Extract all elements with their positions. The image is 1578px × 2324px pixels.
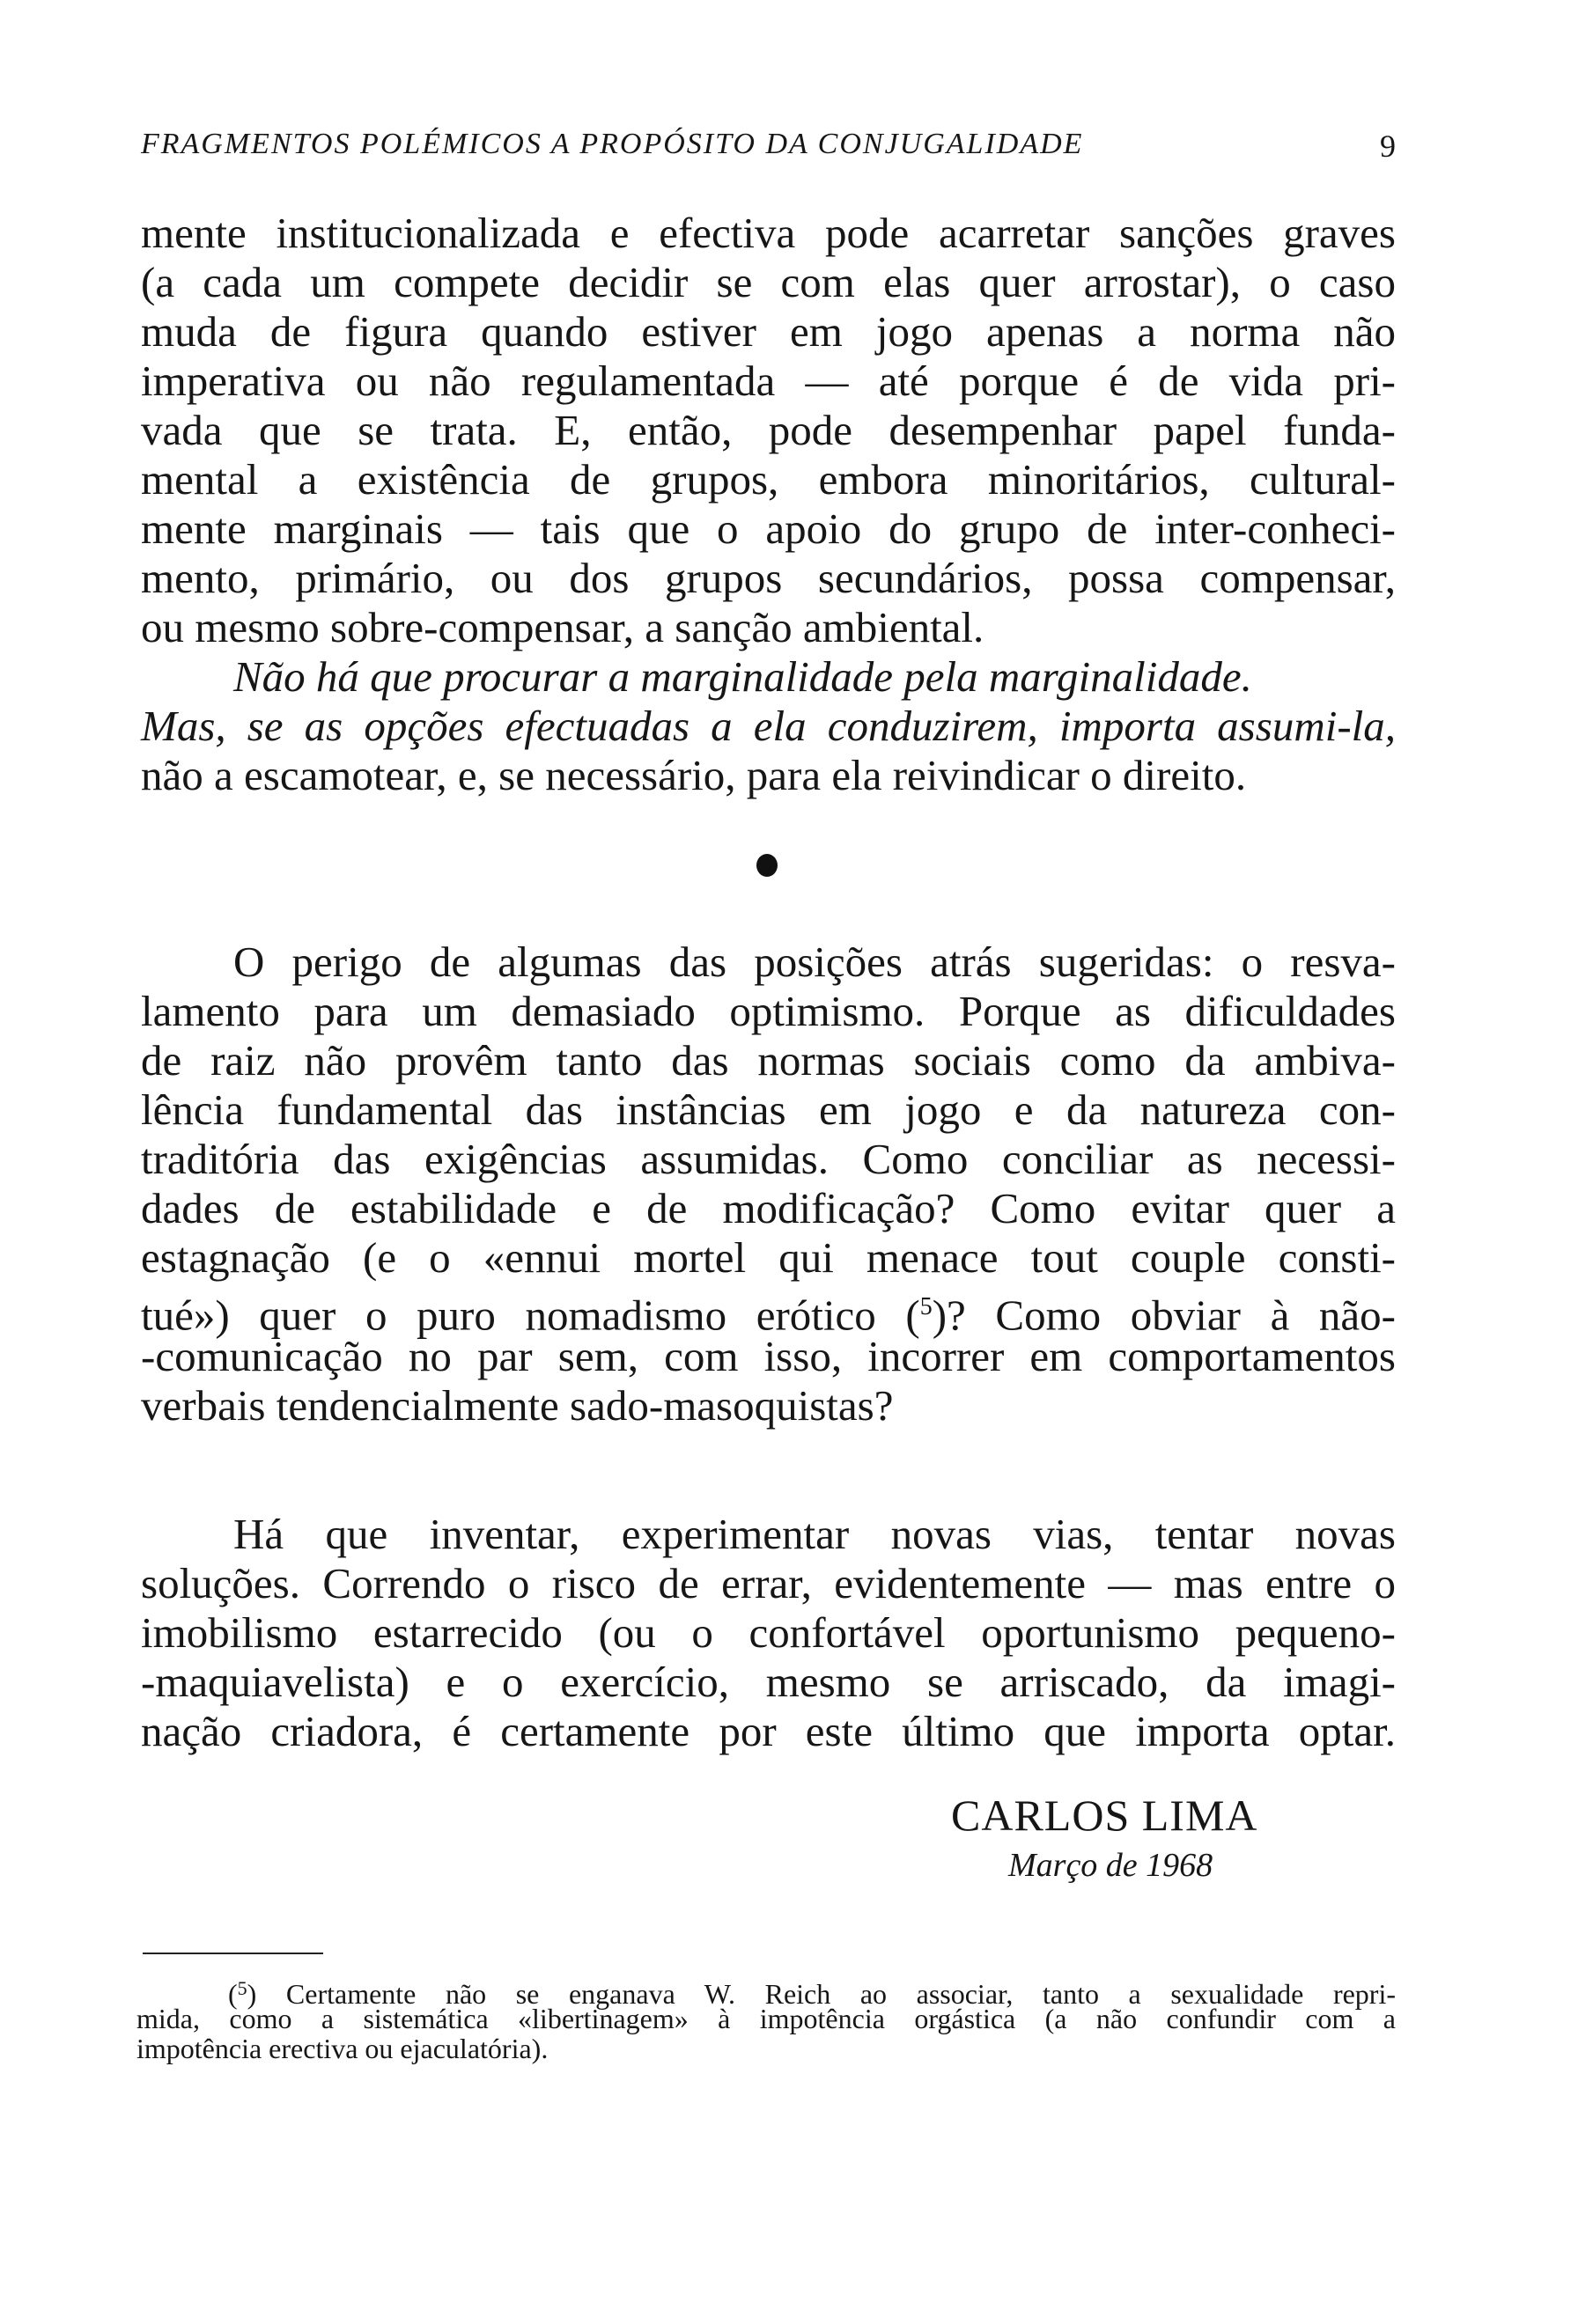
text-line: -maquiavelista) e o exercício, mesmo se arriscado, da imagi- (141, 1658, 1396, 1706)
text-line: verbais tendencialmente sado-masoquistas? (141, 1381, 894, 1430)
running-title: FRAGMENTOS POLÉMICOS A PROPÓSITO DA CONJUGALIDADE (141, 128, 1084, 160)
text-line: Há que inventar, experimentar novas vias, tentar novas (233, 1510, 1396, 1558)
text-segment: tué») quer o puro nomadismo erótico ( (141, 1291, 920, 1340)
running-head (141, 128, 1396, 172)
page-number: 9 (1380, 129, 1396, 164)
text-line: lamento para um demasiado optimismo. Porque as dificuldades (141, 987, 1396, 1035)
italic-line: Mas, se as opções efectuadas a ela conduzirem, importa assumi-la, (141, 702, 1396, 750)
text-line: vada que se trata. E, então, pode desempenhar papel funda- (141, 406, 1396, 454)
footnote-text: Certamente não se enganava W. Reich ao associar, tanto a sexualidade repri- (285, 1978, 1397, 2010)
text-line: imobilismo estarrecido (ou o confortável oportunismo pequeno- (141, 1608, 1396, 1657)
paragraph-4 (141, 1510, 1396, 1756)
section-bullet (756, 854, 778, 877)
text-line: estagnação (e o «ennui mortel qui menace tout couple consti- (141, 1233, 1396, 1282)
text-line: -comunicação no par sem, com isso, incorrer em comportamentos (141, 1332, 1396, 1380)
text-line: mente institucionalizada e efectiva pode acarretar sanções graves (141, 209, 1396, 257)
text-line: soluções. Correndo o risco de errar, evidentemente — mas entre o (141, 1559, 1396, 1607)
text-line: mental a existência de grupos, embora minoritários, cultural- (141, 455, 1396, 504)
paragraph-1 (141, 209, 1396, 652)
footnote-reference: 5 (919, 1293, 933, 1320)
text-line: dades de estabilidade e de modificação? Como evitar quer a (141, 1184, 1396, 1232)
footnote-line (136, 1974, 1397, 2010)
text-line: (a cada um compete decidir se com elas quer arrostar), o caso (141, 258, 1396, 306)
signature-date: Março de 1968 (1008, 1847, 1213, 1884)
text-segment: )? Como obviar à não- (932, 1291, 1396, 1340)
text-line: ou mesmo sobre-compensar, a sanção ambiental. (141, 603, 984, 651)
paragraph-3 (141, 938, 1396, 1430)
footnote-mark: ($^5$) (228, 1977, 257, 2010)
italic-line: Não há que procurar a marginalidade pela marginalidade. (233, 652, 1252, 701)
text-line: mento, primário, ou dos grupos secundários, possa compensar, (141, 554, 1396, 602)
text-line: mente marginais — tais que o apoio do grupo de inter-conheci- (141, 504, 1396, 553)
text-line: imperativa ou não regulamentada — até porque é de vida pri- (141, 357, 1396, 405)
text-line-with-footnote-ref (141, 1283, 1396, 1340)
text-line: O perigo de algumas das posições atrás sugeridas: o resva- (233, 938, 1396, 986)
text-line: lência fundamental das instâncias em jogo e da natureza con- (141, 1085, 1396, 1134)
text-line: de raiz não provêm tanto das normas sociais como da ambiva- (141, 1036, 1396, 1085)
text-line: muda de figura quando estiver em jogo apenas a norma não (141, 307, 1396, 356)
author-signature: CARLOS LIMA (951, 1791, 1258, 1840)
text-line: traditória das exigências assumidas. Como conciliar as necessi- (141, 1135, 1396, 1183)
paragraph-2 (141, 652, 1396, 800)
footnote-line: mida, como a sistemática «libertinagem» à impotência orgástica (a não confundir com a (136, 2003, 1396, 2034)
footnote-line: impotência erectiva ou ejaculatória). (136, 2033, 549, 2064)
footnote-divider (143, 1953, 323, 1954)
text-line: nação criadora, é certamente por este último que importa optar. (141, 1707, 1396, 1755)
text-line: não a escamotear, e, se necessário, para ela reivindicar o direito. (141, 751, 1247, 799)
footnote-5 (136, 1974, 1396, 2063)
